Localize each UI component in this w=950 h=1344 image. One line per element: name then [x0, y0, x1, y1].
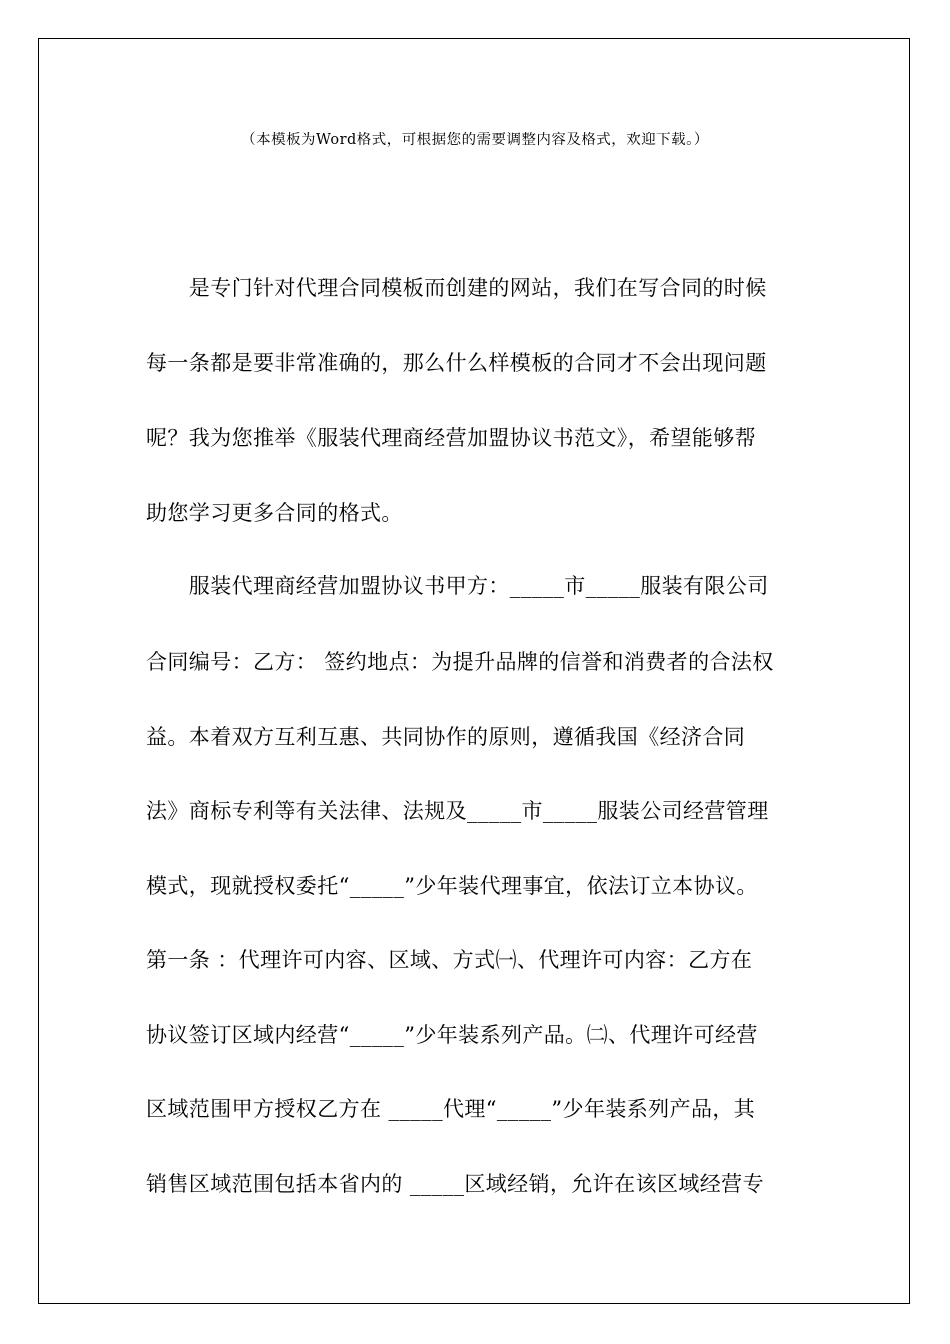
- body-line-6: 合同编号：乙方： 签约地点：为提升品牌的信誉和消费者的合法权: [146, 650, 774, 674]
- template-note: （本模板为Word格式，可根据您的需要调整内容及格式，欢迎下载。）: [241, 132, 709, 148]
- body-line-12: 区域范围甲方授权乙方在 _____代理“_____”少年装系列产品，其: [146, 1097, 756, 1121]
- body-line-10: 第一条 ：代理许可内容、区域、方式㈠、代理许可内容：乙方在: [146, 948, 753, 972]
- body-line-2: 每一条都是要非常准确的，那么什么样模板的合同才不会出现问题: [146, 351, 767, 375]
- body-line-8: 法》商标专利等有关法律、法规及_____市_____服装公司经营管理: [146, 799, 769, 823]
- body-line-4: 助您学习更多合同的格式。: [146, 501, 403, 525]
- body-line-7: 益。本着双方互利互惠、共同协作的原则，遵循我国《经济合同: [146, 725, 746, 749]
- body-line-9: 模式，现就授权委托“_____”少年装代理事宜，依法订立本协议。: [146, 874, 758, 898]
- body-line-1: 是专门针对代理合同模板而创建的网站，我们在写合同的时候: [146, 276, 767, 300]
- body-line-5: 服装代理商经营加盟协议书甲方：_____市_____服装有限公司: [146, 574, 769, 598]
- body-line-13: 销售区域范围包括本省内的 _____区域经销，允许在该区域经营专: [146, 1172, 764, 1196]
- body-line-11: 协议签订区域内经营“_____”少年装系列产品。㈡、代理许可经营: [146, 1023, 758, 1047]
- body-line-3: 呢？我为您推举《服装代理商经营加盟协议书范文》，希望能够帮: [146, 426, 757, 450]
